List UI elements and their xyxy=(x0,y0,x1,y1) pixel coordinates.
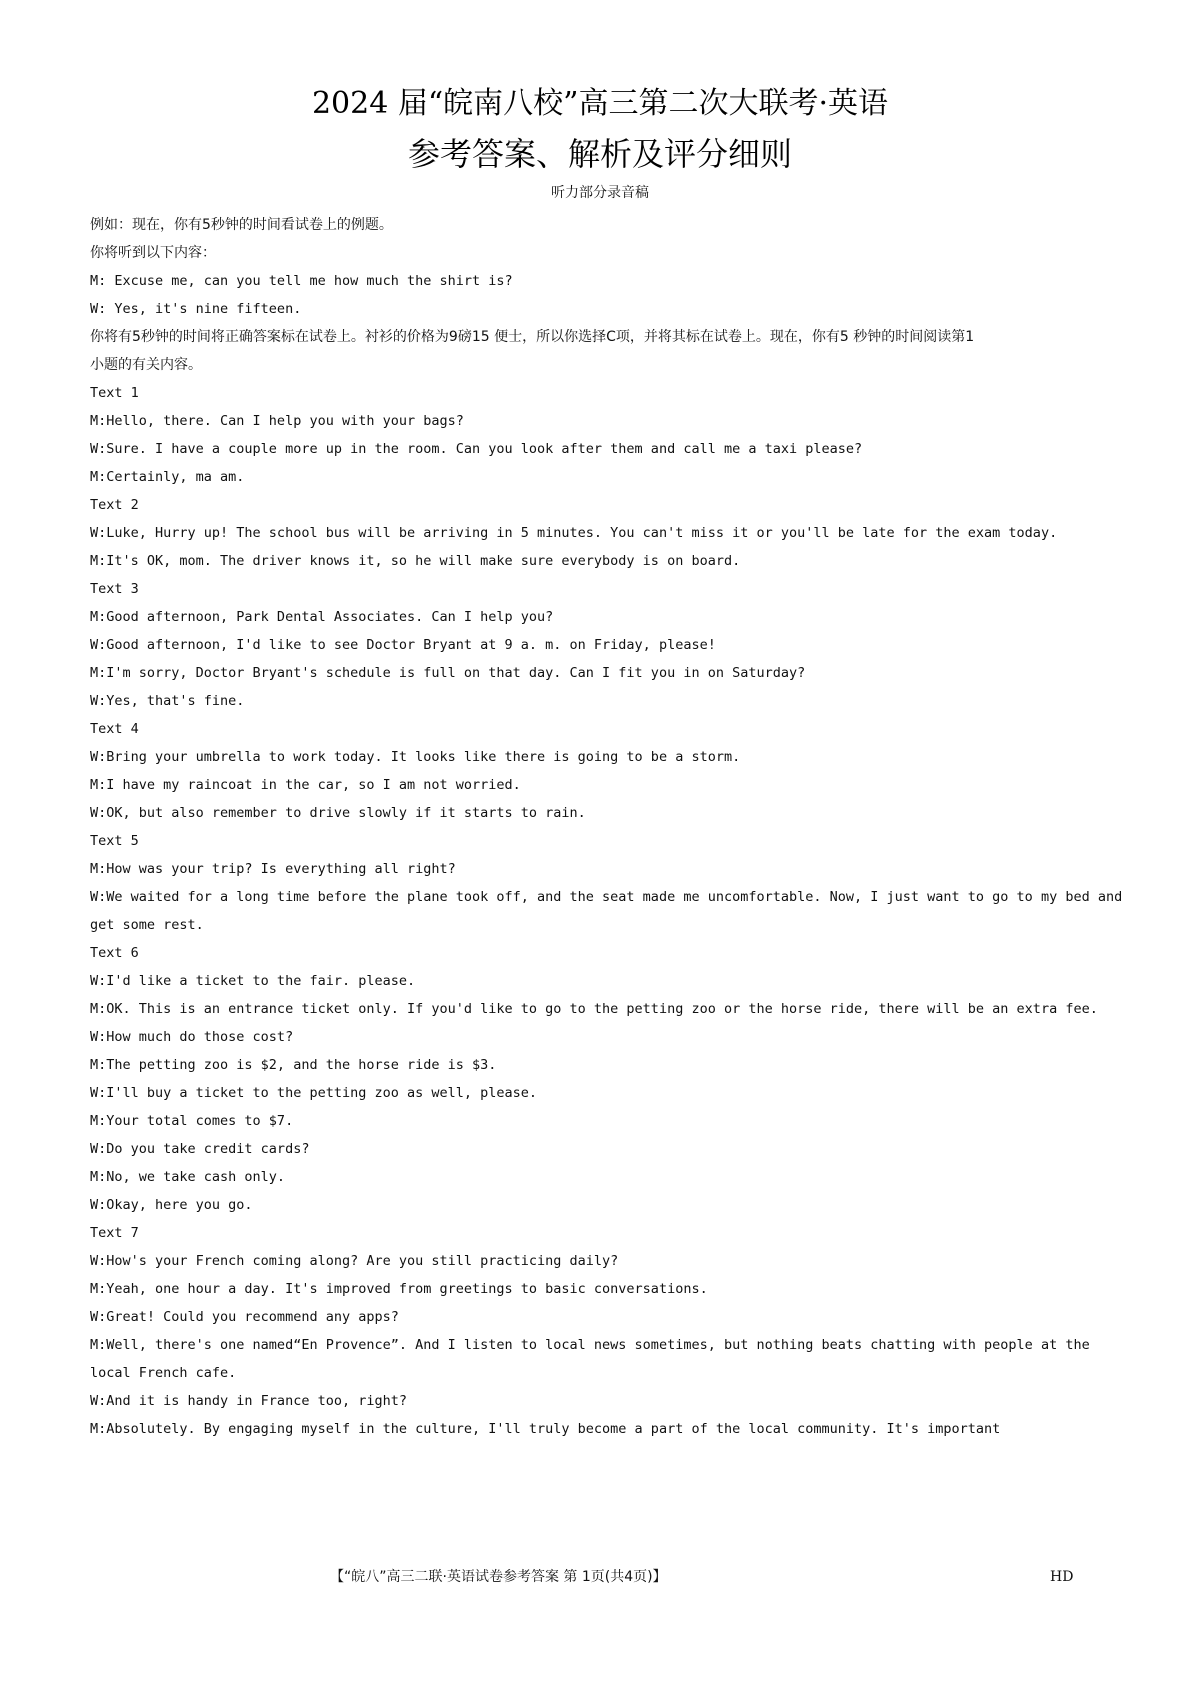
transcript-line: Text 4 xyxy=(90,721,139,737)
transcript-line: M:OK. This is an entrance ticket only. If you'd like to go to the petting zoo or the horse ride, there will be an extra fee. xyxy=(90,1001,1098,1017)
transcript-line: 小题的有关内容。 xyxy=(90,357,202,373)
footer-page-info: 【“皖八”高三二联·英语试卷参考答案 第 1页(共4页)】 xyxy=(330,1569,667,1585)
transcript-line: M:Hello, there. Can I help you with your bags? xyxy=(90,413,464,429)
transcript-line: M:Good afternoon, Park Dental Associates. Can I help you? xyxy=(90,609,554,625)
transcript-line: W:We waited for a long time before the plane took off, and the seat made me uncomfortable. Now, I just want to go to my bed and xyxy=(90,889,1123,905)
transcript-line: M:Certainly, ma am. xyxy=(90,469,245,485)
transcript-line: local French cafe. xyxy=(90,1365,237,1381)
transcript-line: M:Your total comes to $7. xyxy=(90,1113,294,1129)
transcript-line: W:Okay, here you go. xyxy=(90,1197,253,1213)
transcript-line: W:I'd like a ticket to the fair. please. xyxy=(90,973,416,989)
transcript-line: 你将听到以下内容： xyxy=(90,245,216,261)
transcript-line: W:Luke, Hurry up! The school bus will be arriving in 5 minutes. You can't miss it or you'll be late for the exam today. xyxy=(90,525,1058,541)
transcript-line: M:No, we take cash only. xyxy=(90,1169,286,1185)
transcript-line: W:Bring your umbrella to work today. It looks like there is going to be a storm. xyxy=(90,749,741,765)
transcript-line: W:How's your French coming along? Are you still practicing daily? xyxy=(90,1253,619,1269)
transcript-line: Text 3 xyxy=(90,581,139,597)
transcript-line: 你将有5秒钟的时间将正确答案标在试卷上。衬衫的价格为9磅15 便士，所以你选择C项，并将其标在试卷上。现在，你有5 秒钟的时间阅读第1 xyxy=(90,329,975,345)
transcript-line: M:Yeah, one hour a day. It's improved from greetings to basic conversations. xyxy=(90,1281,708,1297)
transcript-line: W:Good afternoon, I'd like to see Doctor Bryant at 9 a. m. on Friday, please! xyxy=(90,637,716,653)
transcript-line: M:Well, there's one named“En Provence”. And I listen to local news sometimes, but nothing beats chatting with people at the xyxy=(90,1337,1090,1353)
transcript-line: W:Sure. I have a couple more up in the room. Can you look after them and call me a taxi please? xyxy=(90,441,863,457)
transcript-line: M:How was your trip? Is everything all right? xyxy=(90,861,456,877)
footer-code: HD xyxy=(1050,1569,1074,1585)
transcript-line: M:I have my raincoat in the car, so I am not worried. xyxy=(90,777,521,793)
transcript-line: W:Great! Could you recommend any apps? xyxy=(90,1309,399,1325)
transcript-line: Text 1 xyxy=(90,385,139,401)
transcript-line: W:OK, but also remember to drive slowly if it starts to rain. xyxy=(90,805,586,821)
document-title: 2024 届“皖南八校”高三第二次大联考·英语 xyxy=(311,86,889,121)
transcript-line: W:I'll buy a ticket to the petting zoo as well, please. xyxy=(90,1085,538,1101)
transcript-line: M:The petting zoo is $2, and the horse ride is $3. xyxy=(90,1057,497,1073)
transcript-line: M: Excuse me, can you tell me how much the shirt is? xyxy=(90,273,513,289)
transcript-line: 例如：现在，你有5秒钟的时间看试卷上的例题。 xyxy=(90,217,393,233)
document-subtitle-answers: 参考答案、解析及评分细则 xyxy=(407,135,792,173)
section-heading: 听力部分录音稿 xyxy=(551,185,649,201)
transcript-line: W:And it is handy in France too, right? xyxy=(90,1393,407,1409)
transcript-line: W:Yes, that's fine. xyxy=(90,693,245,709)
transcript-line: M:It's OK, mom. The driver knows it, so he will make sure everybody is on board. xyxy=(90,553,741,569)
transcript-line: M:Absolutely. By engaging myself in the culture, I'll truly become a part of the local community. It's important xyxy=(90,1421,1001,1437)
transcript-line: Text 6 xyxy=(90,945,139,961)
transcript-line: Text 5 xyxy=(90,833,139,849)
transcript-line: M:I'm sorry, Doctor Bryant's schedule is full on that day. Can I fit you in on Saturday? xyxy=(90,665,806,681)
transcript-line: Text 7 xyxy=(90,1225,139,1241)
transcript-line: W:Do you take credit cards? xyxy=(90,1141,310,1157)
transcript-line: W:How much do those cost? xyxy=(90,1029,294,1045)
transcript-line: Text 2 xyxy=(90,497,139,513)
transcript-line: get some rest. xyxy=(90,917,204,933)
transcript-line: W: Yes, it's nine fifteen. xyxy=(90,301,302,317)
transcript-body xyxy=(90,211,1130,1443)
